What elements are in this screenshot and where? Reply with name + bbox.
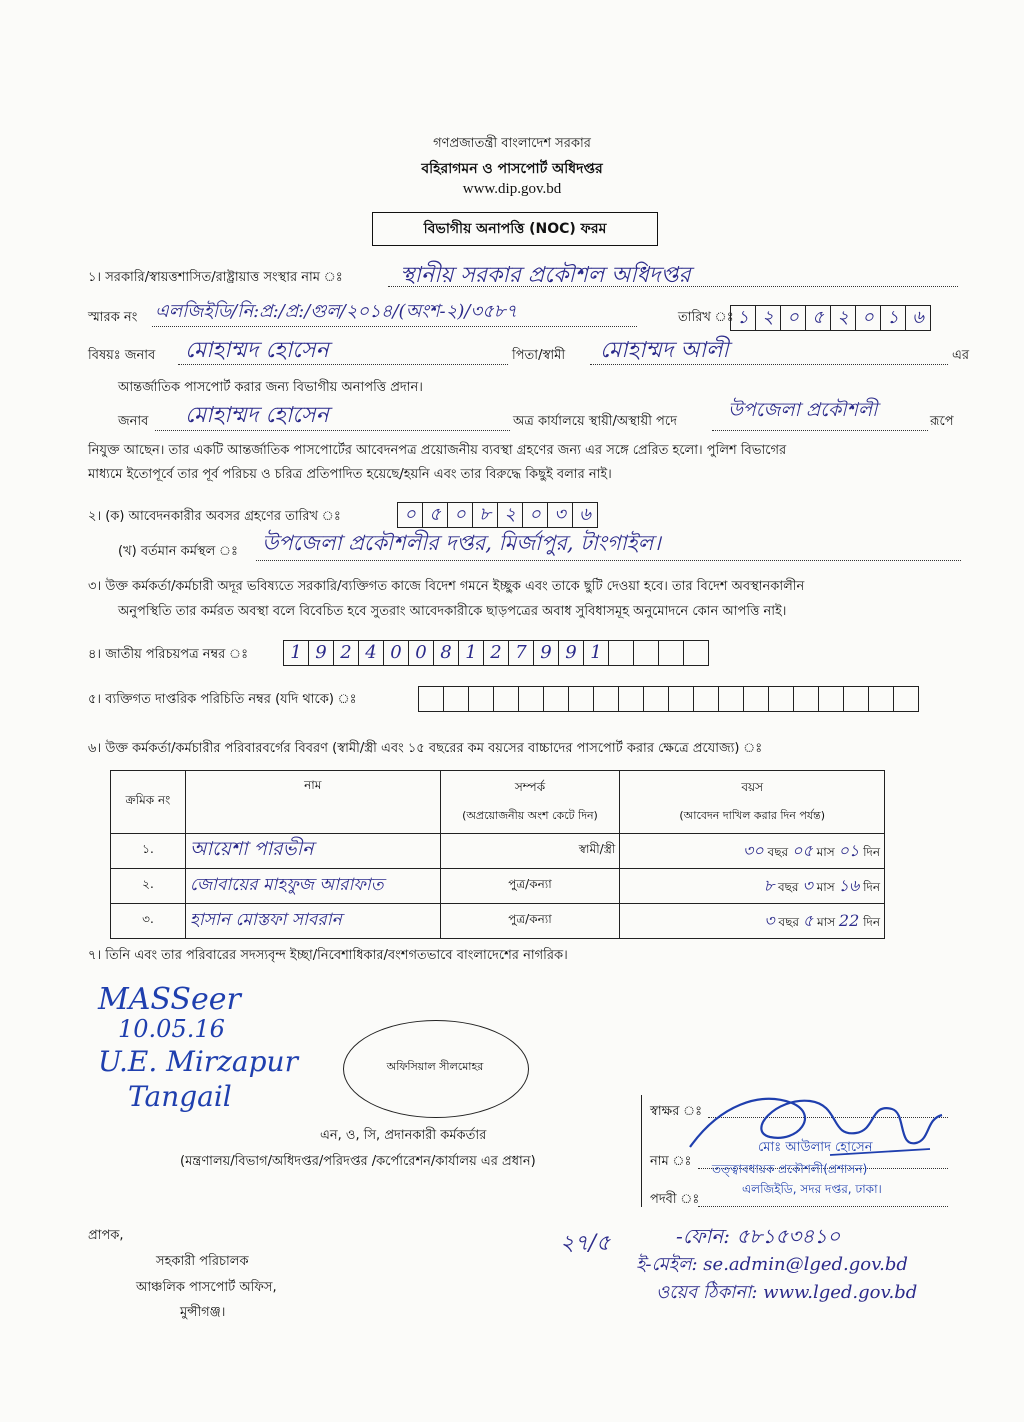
org-label: ১। সরকারি/স্বায়ত্তশাসিত/রাষ্ট্রায়াত্ত সংস্থার নাম ঃ bbox=[88, 270, 343, 285]
note-office: U.E. Mirzapur bbox=[98, 1045, 298, 1078]
form-title: বিভাগীয় অনাপত্তি (NOC) ফরম bbox=[372, 212, 658, 246]
nid-digit: 8 bbox=[433, 640, 458, 666]
initial-mark: ২৭/৫ bbox=[560, 1231, 611, 1256]
row-serial: ১. bbox=[111, 834, 186, 869]
retire-digit: ৩ bbox=[547, 502, 572, 528]
noc-officer: এন, ও, সি, প্রদানকারী কর্মকর্তার bbox=[320, 1128, 487, 1143]
nid-digit: 1 bbox=[283, 640, 308, 666]
post-name: উপজেলা প্রকৌশলী bbox=[728, 399, 878, 421]
org-name: স্থানীয় সরকার প্রকৌশল অধিদপ্তর bbox=[400, 263, 691, 288]
date-digit: ৫ bbox=[805, 305, 830, 331]
row-relation: পুত্র/কন্যা bbox=[440, 869, 620, 904]
official-id-box bbox=[518, 686, 543, 712]
date-digit: ০ bbox=[855, 305, 880, 331]
row-relation: স্বামী/স্ত্রী bbox=[440, 834, 620, 869]
row-age bbox=[620, 904, 885, 939]
s3-line-2: অনুপস্থিতি তার কর্মরত অবস্থা বলে বিবেচিত হবে সুতরাং আবেদকারীকে ছাড়পত্রের অবাধ সুবিধাসমূহ অনুমোদনে কোন আপত্তি নাই। bbox=[118, 604, 787, 619]
date-digit: ১ bbox=[730, 305, 755, 331]
memo-label: স্মারক নং bbox=[88, 310, 138, 325]
nid-digit: 1 bbox=[458, 640, 483, 666]
official-id-box bbox=[593, 686, 618, 712]
nid-digit: 2 bbox=[483, 640, 508, 666]
memo-date-boxes bbox=[730, 305, 931, 331]
age-years: ৩০ bbox=[742, 840, 764, 860]
header-serial: ক্রমিক নং bbox=[111, 771, 186, 834]
official-id-box bbox=[718, 686, 743, 712]
official-id-box bbox=[893, 686, 919, 712]
nid-digit: 9 bbox=[558, 640, 583, 666]
row-name: আয়েশা পারভীন bbox=[185, 834, 440, 869]
age-days: ১৬ bbox=[838, 875, 860, 895]
nid-digit: 0 bbox=[408, 640, 433, 666]
unit-day: দিন bbox=[863, 914, 880, 929]
header-age-title: বয়স bbox=[741, 779, 764, 794]
official-id-box bbox=[643, 686, 668, 712]
nid-digit bbox=[633, 640, 658, 666]
family-label: ৬। উক্ত কর্মকর্তা/কর্মচারীর পরিবারবর্গের বিবরণ (স্বামী/স্ত্রী এবং ১৫ বছরের কম বয়সের বাচ্চাদের পাসপোর্ট করার ক্ষেত্রে প্রযোজ্য) ঃ bbox=[88, 741, 763, 756]
stamp-org: এলজিইডি, সদর দপ্তর, ঢাকা। bbox=[742, 1182, 882, 1196]
office-text: অত্র কার্যালয়ে স্থায়ী/অস্থায়ী পদে bbox=[513, 414, 677, 429]
post-dotline bbox=[712, 430, 928, 431]
s3-line-1: ৩। উক্ত কর্মকর্তা/কর্মচারী অদূর ভবিষ্যতে সরকারি/ব্যক্তিগত কাজে বিদেশ গমনে ইচ্ছুক এবং তাকে ছুটি দেওয়া হবে। তার বিদেশ অবস্থানকালীন bbox=[88, 579, 805, 594]
memo-number: এলজিইডি/নি:প্র:/প্র:/গুল/২০১৪/(অংশ-২)/৩৫৮৭ bbox=[155, 301, 518, 322]
retire-label: ২। (ক) আবেদনকারীর অবসর গ্রহণের তারিখ ঃ bbox=[88, 509, 341, 524]
row-relation: পুত্র/কন্যা bbox=[440, 904, 620, 939]
nid-digit: 9 bbox=[533, 640, 558, 666]
subject-label: বিষয়ঃ জনাব bbox=[88, 348, 156, 363]
header-relation bbox=[440, 771, 620, 834]
official-id-box bbox=[793, 686, 818, 712]
unit-year: বছর bbox=[767, 844, 789, 859]
age-months: ৩ bbox=[802, 875, 813, 895]
date-label: তারিখ ঃ bbox=[678, 310, 734, 325]
family-table bbox=[110, 770, 885, 939]
header-relation-note: (অপ্রয়োজনীয় অংশ কেটে দিন) bbox=[462, 808, 598, 822]
applicant-name: মোহাম্মদ হোসেন bbox=[185, 338, 329, 363]
age-months: ৫ bbox=[802, 910, 814, 930]
header-age-note: (আবেদন দাখিল করার দিন পর্যন্ত) bbox=[679, 808, 826, 822]
nid-digit: 4 bbox=[358, 640, 383, 666]
nid-label: ৪। জাতীয় পরিচয়পত্র নম্বর ঃ bbox=[88, 647, 249, 662]
row-name: জোবায়ের মাহফুজ আরাফাত bbox=[185, 869, 440, 904]
official-id-box bbox=[618, 686, 643, 712]
official-id-box bbox=[543, 686, 568, 712]
date-digit: ১ bbox=[880, 305, 905, 331]
row-age bbox=[620, 834, 885, 869]
unit-day: দিন bbox=[863, 879, 880, 894]
dept-title: বহিরাগমন ও পাসপোর্ট অধিদপ্তর bbox=[421, 161, 603, 177]
gov-title: গণপ্রজাতন্ত্রী বাংলাদেশ সরকার bbox=[433, 136, 591, 151]
website: www.dip.gov.bd bbox=[462, 181, 562, 197]
row-serial: ৩. bbox=[111, 904, 186, 939]
date-digit: ০ bbox=[780, 305, 805, 331]
age-years: ৮ bbox=[763, 875, 775, 895]
official-id-box bbox=[493, 686, 518, 712]
note-signature: MASSeer bbox=[98, 982, 241, 1017]
row-name: হাসান মোস্তফা সাবরান bbox=[185, 904, 440, 939]
nid-boxes bbox=[283, 640, 709, 666]
retire-digit: ২ bbox=[497, 502, 522, 528]
note-district: Tangail bbox=[128, 1080, 232, 1113]
nid-digit: 1 bbox=[583, 640, 608, 666]
nid-digit bbox=[658, 640, 683, 666]
age-months: ০৫ bbox=[791, 840, 813, 860]
workplace-label: (খ) বর্তমান কর্মস্থল ঃ bbox=[118, 544, 238, 559]
age-years: ৩ bbox=[764, 910, 775, 930]
unit-year: বছর bbox=[778, 914, 799, 929]
unit-month: মাস bbox=[817, 914, 836, 929]
nid-digit: 7 bbox=[508, 640, 533, 666]
unit-day: দিন bbox=[863, 844, 880, 859]
phone: -ফোন: ৫৮১৫৩৪১০ bbox=[676, 1224, 841, 1248]
post-label: পদবী ঃ bbox=[650, 1192, 700, 1207]
rupe-text: রূপে bbox=[930, 414, 954, 429]
official-id-box bbox=[843, 686, 868, 712]
recipient-line-2: আঞ্চলিক পাসপোর্ট অফিস, bbox=[136, 1280, 277, 1295]
table-row bbox=[111, 834, 885, 869]
father-name: মোহাম্মদ আলী bbox=[600, 338, 729, 363]
date-digit: ৬ bbox=[905, 305, 931, 331]
retire-digit: ০ bbox=[397, 502, 422, 528]
sign-label: স্বাক্ষর ঃ bbox=[650, 1104, 703, 1119]
official-id-box bbox=[693, 686, 718, 712]
nid-digit bbox=[683, 640, 709, 666]
retire-digit: ৮ bbox=[472, 502, 497, 528]
stamp-post: তত্ত্বাবধায়ক প্রকৌশলী(প্রশাসন) bbox=[712, 1162, 868, 1176]
citizenship-text: ৭। তিনি এবং তার পরিবারের সদস্যবৃন্দ ইচ্ছা/নিবেশাধিকার/বংশগতভাবে বাংলাদেশের নাগরিক। bbox=[88, 948, 568, 963]
official-id-box bbox=[668, 686, 693, 712]
workplace: উপজেলা প্রকৌশলীর দপ্তর, মির্জাপুর, টাংগাইল। bbox=[262, 531, 661, 555]
header-name: নাম bbox=[185, 771, 440, 834]
official-id-box bbox=[768, 686, 793, 712]
sign-post-dotline bbox=[698, 1206, 948, 1207]
note-date: 10.05.16 bbox=[118, 1015, 225, 1043]
official-id-box bbox=[468, 686, 493, 712]
name-label: নাম ঃ bbox=[650, 1154, 692, 1169]
nid-digit: 0 bbox=[383, 640, 408, 666]
nid-digit bbox=[608, 640, 633, 666]
applicant-name-2: মোহাম্মদ হোসেন bbox=[185, 403, 329, 428]
father-label: পিতা/স্বামী bbox=[512, 348, 566, 363]
row-age bbox=[620, 869, 885, 904]
row-serial: ২. bbox=[111, 869, 186, 904]
janab-label: জনাব bbox=[118, 414, 149, 429]
recipient-label: প্রাপক, bbox=[88, 1228, 124, 1243]
retire-digit: ৫ bbox=[422, 502, 447, 528]
header-age bbox=[620, 771, 885, 834]
age-days: ০১ bbox=[838, 840, 860, 860]
retire-digit: ০ bbox=[522, 502, 547, 528]
web-address: ওয়েব ঠিকানা: www.lged.gov.bd bbox=[656, 1282, 918, 1303]
age-days: 22 bbox=[838, 910, 860, 930]
retire-digit: ৬ bbox=[572, 502, 598, 528]
seal-label: অফিসিয়াল সীলমোহর bbox=[386, 1060, 484, 1073]
unit-month: মাস bbox=[816, 844, 835, 859]
header-relation-title: সম্পর্ক bbox=[514, 779, 546, 794]
official-id-box bbox=[443, 686, 468, 712]
stamp-name: মোঃ আউলাদ হোসেন bbox=[758, 1140, 873, 1155]
er-text: এর bbox=[952, 348, 970, 363]
official-id-box bbox=[868, 686, 893, 712]
noc-head: (মন্ত্রণালয়/বিভাগ/অধিদপ্তর/পরিদপ্তর /কর্পোরেশন/কার্যালয় এর প্রধান) bbox=[180, 1154, 536, 1169]
official-id-label: ৫। ব্যক্তিগত দাপ্তরিক পরিচিতি নম্বর (যদি থাকে) ঃ bbox=[88, 692, 357, 707]
recipient-line-1: সহকারী পরিচালক bbox=[156, 1254, 249, 1269]
email: ই-মেইল: se.admin@lged.gov.bd bbox=[636, 1254, 908, 1275]
table-row bbox=[111, 904, 885, 939]
date-digit: ২ bbox=[755, 305, 780, 331]
retire-date-boxes bbox=[397, 502, 598, 528]
official-id-boxes bbox=[418, 686, 919, 712]
retire-digit: ০ bbox=[447, 502, 472, 528]
para-line-2: মাধ্যমে ইতোপূর্বে তার পূর্ব পরিচয় ও চরিত্র প্রতিপাদিত হয়েছে/হয়নি এবং তার বিরুদ্ধে কিছুই বলার নাই। bbox=[88, 467, 612, 482]
official-id-box bbox=[568, 686, 593, 712]
official-id-box bbox=[818, 686, 843, 712]
nid-digit: 9 bbox=[308, 640, 333, 666]
table-row bbox=[111, 869, 885, 904]
date-digit: ২ bbox=[830, 305, 855, 331]
para-line-1: নিযুক্ত আছেন। তার একটি আন্তর্জাতিক পাসপোর্টের আবেদনপত্র প্রয়োজনীয় ব্যবস্থা গ্রহণের জন্য এর সঙ্গে প্রেরিত হলো। পুলিশ বিভাগের bbox=[88, 443, 787, 458]
purpose-text: আন্তর্জাতিক পাসপোর্ট করার জন্য বিভাগীয় অনাপত্তি প্রদান। bbox=[118, 380, 423, 395]
unit-year: বছর bbox=[777, 879, 799, 894]
nid-digit: 2 bbox=[333, 640, 358, 666]
recipient-line-3: মুন্সীগঞ্জ। bbox=[180, 1305, 226, 1320]
signature-divider bbox=[641, 1095, 642, 1207]
official-id-box bbox=[743, 686, 768, 712]
unit-month: মাস bbox=[816, 879, 835, 894]
official-id-box bbox=[418, 686, 443, 712]
